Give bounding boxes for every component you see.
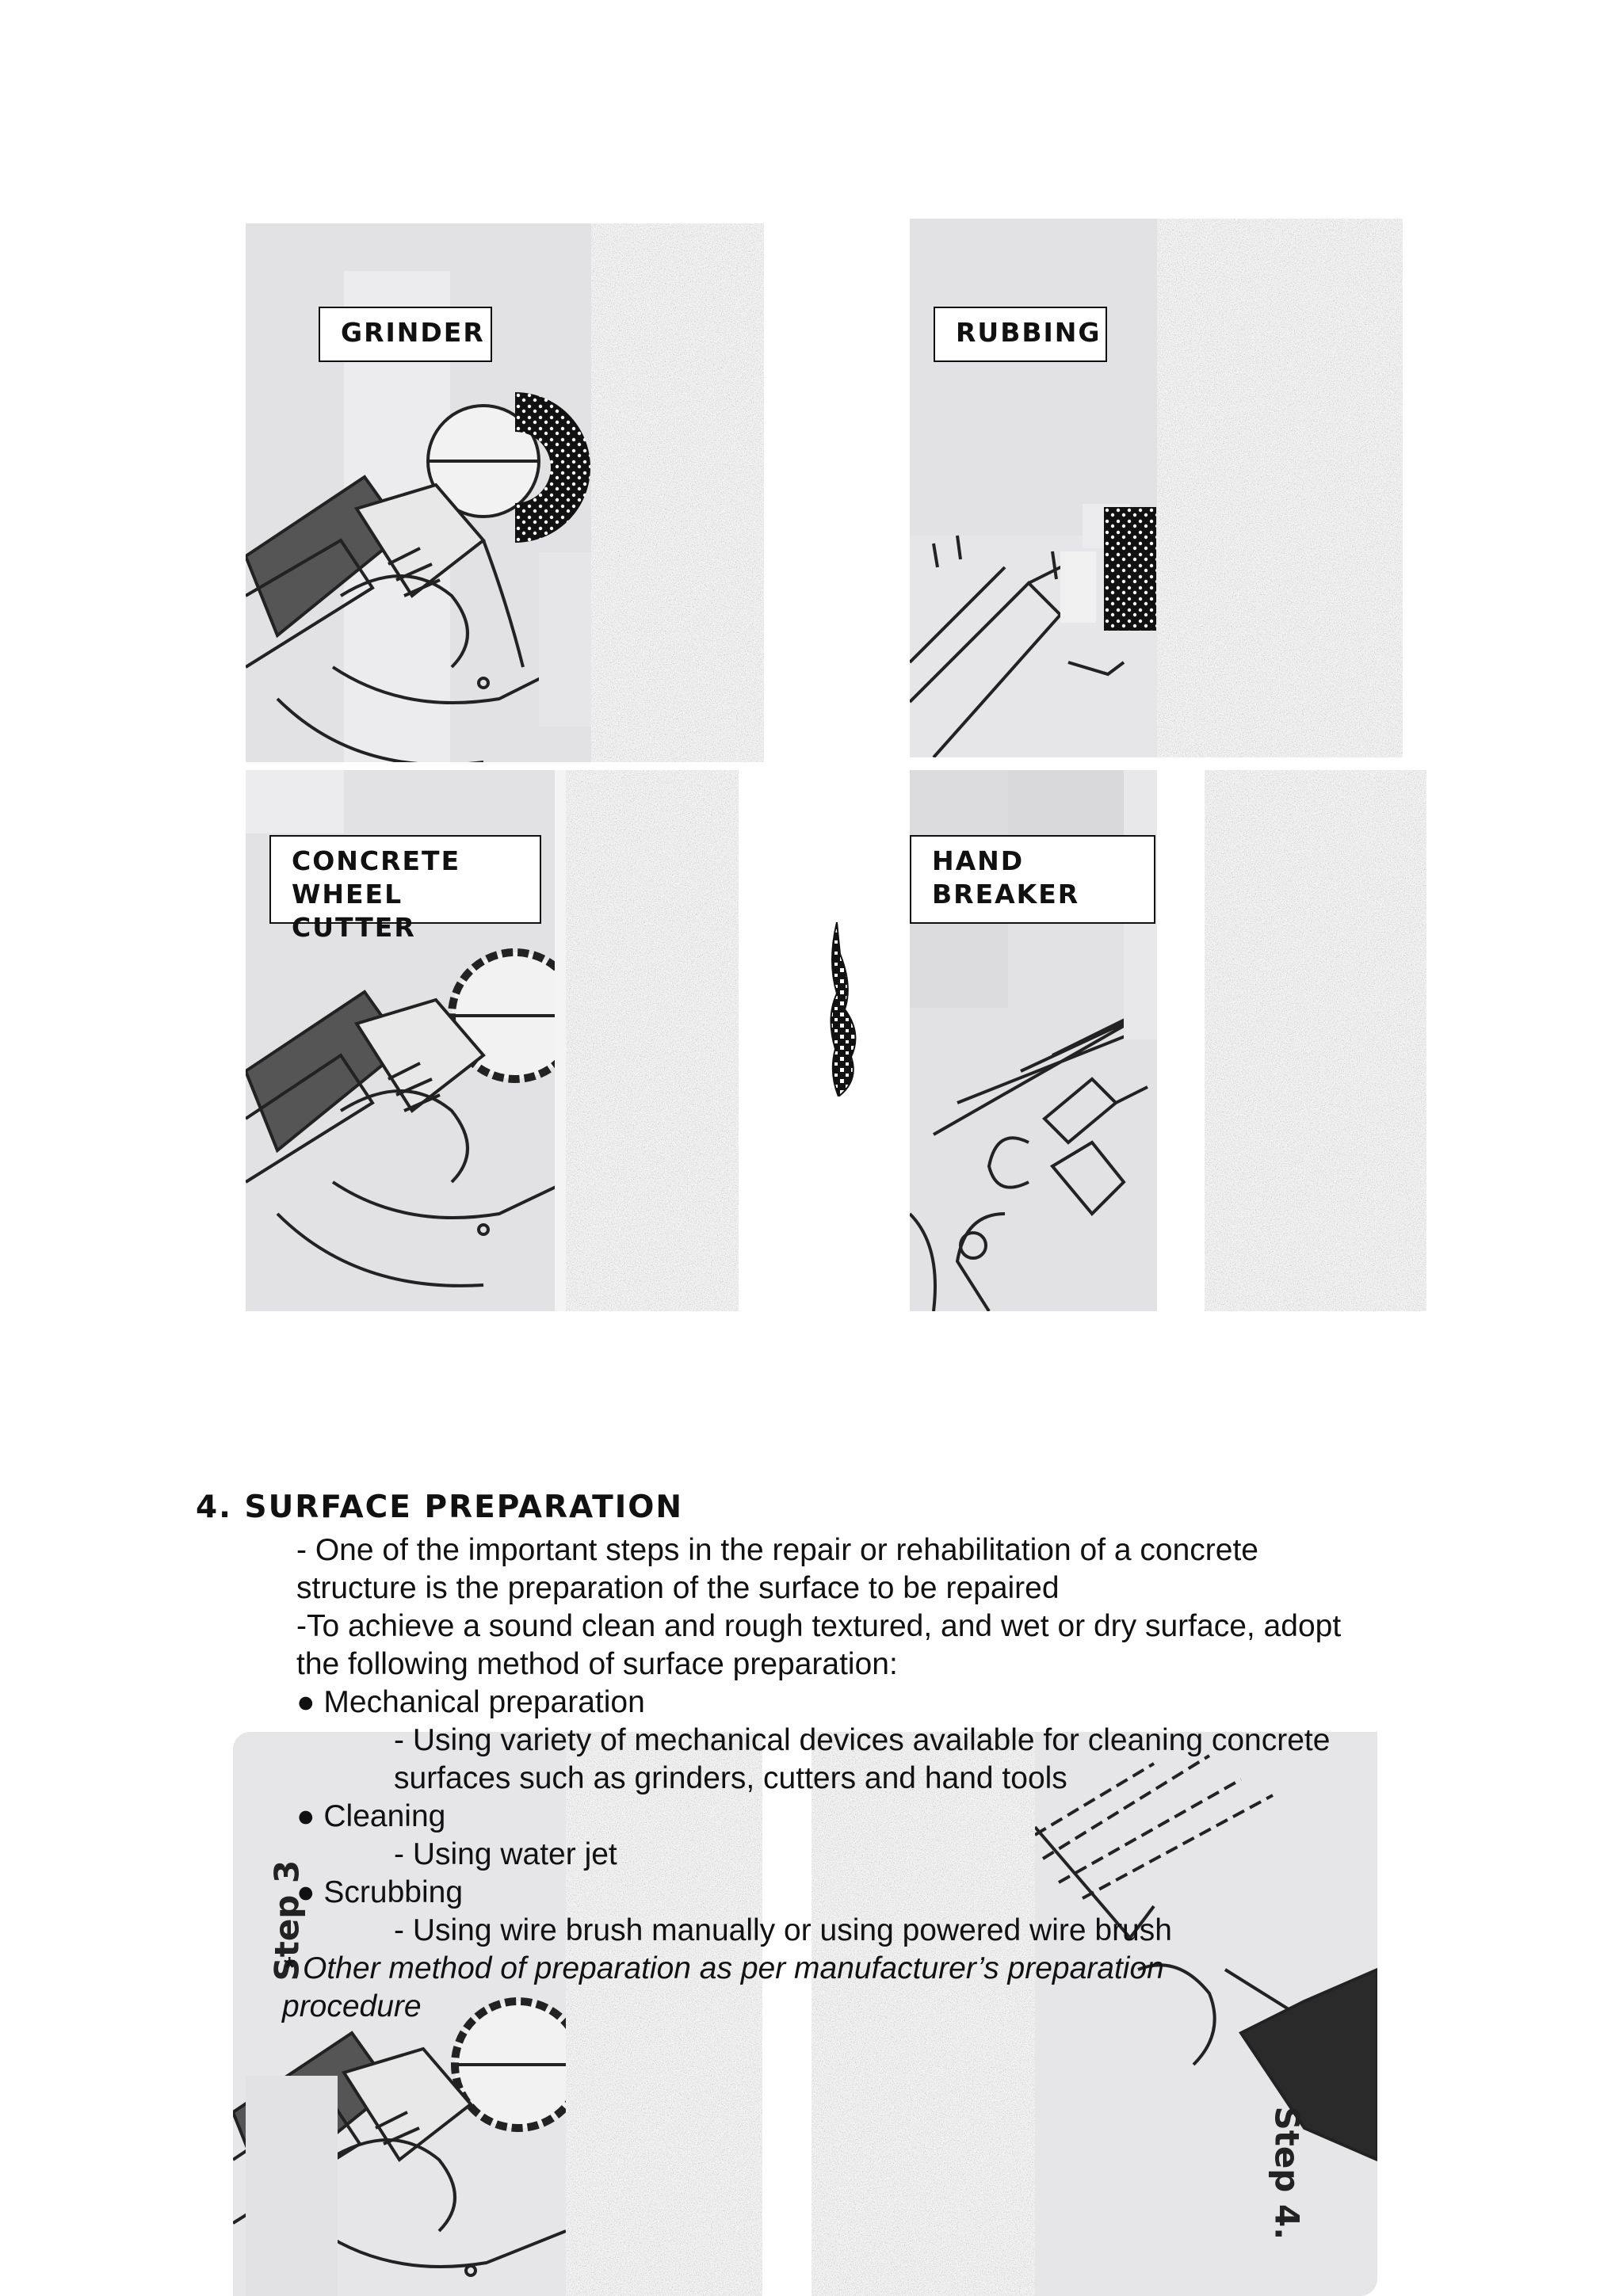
step4-texture xyxy=(812,1732,1035,2296)
hand-breaker-texture xyxy=(1205,770,1426,1311)
wavy-checker-shape xyxy=(827,922,869,1097)
step3-texture xyxy=(566,1732,762,2296)
label-rubbing: RUBBING xyxy=(934,307,1107,362)
bullet-mechanical-desc-1: - Using variety of mechanical devices available for cleaning concrete xyxy=(394,1723,1331,1757)
bullet-scrubbing-desc: - Using wire brush manually or using powered wire brush xyxy=(394,1913,1172,1947)
step3-label: Step 3 xyxy=(267,1859,307,1981)
rubbing-illustration xyxy=(910,219,1157,757)
dotted-block-shape xyxy=(1104,507,1156,631)
note-line-1: * Other method of preparation as per manufacturer’s preparation xyxy=(282,1951,1164,1985)
intro-line-4: the following method of surface preparation: xyxy=(296,1647,898,1681)
label-hand-breaker: HAND BREAKER xyxy=(910,835,1155,924)
label-wheel-cutter: CONCRETE WHEEL CUTTER xyxy=(269,835,541,924)
wheel-cutter-texture xyxy=(566,770,739,1311)
grinder-texture xyxy=(591,223,764,762)
half-circle-shape xyxy=(515,392,594,543)
bullet-cleaning: ● Cleaning xyxy=(296,1799,446,1833)
step4-illustration xyxy=(1035,1732,1377,2296)
intro-line-1: - One of the important steps in the repair or rehabilitation of a concrete xyxy=(296,1533,1258,1567)
bullet-mechanical-desc-2: surfaces such as grinders, cutters and hand tools xyxy=(394,1761,1067,1795)
bullet-cleaning-desc: - Using water jet xyxy=(394,1837,617,1871)
label-grinder: GRINDER xyxy=(319,307,492,362)
rubbing-texture xyxy=(1157,219,1403,757)
intro-line-2: structure is the preparation of the surface to be repaired xyxy=(296,1571,1060,1605)
step4-label: Step 4. xyxy=(1267,2106,1307,2241)
intro-line-3: -To achieve a sound clean and rough textured, and wet or dry surface, adopt xyxy=(296,1609,1342,1643)
bullet-mechanical: ● Mechanical preparation xyxy=(296,1685,645,1719)
bullet-scrubbing: ● Scrubbing xyxy=(296,1875,464,1909)
note-line-2: procedure xyxy=(282,1989,422,2023)
section-title: 4. SURFACE PREPARATION xyxy=(196,1489,684,1525)
